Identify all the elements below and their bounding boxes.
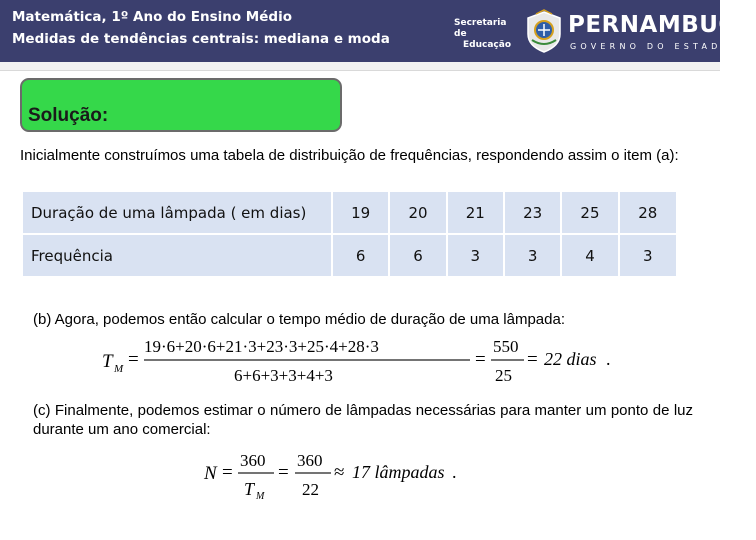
svg-text:=: = <box>527 349 538 370</box>
secretaria-label <box>454 18 518 51</box>
formula-tm-symbol: T <box>102 351 113 372</box>
formula-mean-denominator: 6+6+3+3+4+3 <box>234 366 333 385</box>
lamps-formula <box>200 450 470 504</box>
svg-text:=: = <box>222 462 233 483</box>
formula-lamps-num1: 360 <box>240 451 266 470</box>
formula-lamps-den2: 22 <box>302 480 319 499</box>
svg-text:=: = <box>128 349 139 370</box>
formula-lamps-den1-sub: M <box>256 491 265 502</box>
solution-label: Solução: <box>28 105 109 126</box>
table-cell: 6 <box>389 234 446 276</box>
formula-lamps-num2: 360 <box>297 451 323 470</box>
mean-duration-formula <box>98 334 618 390</box>
table-cell: 6 <box>332 234 389 276</box>
formula-mean-den2: 25 <box>495 366 512 385</box>
header-underline <box>0 62 720 71</box>
brand-subtitle: GOVERNO DO ESTADO <box>570 42 732 51</box>
table-cell: 23 <box>504 192 561 234</box>
formula-mean-num2: 550 <box>493 337 519 356</box>
row-header-frequency: Frequência <box>23 234 332 276</box>
svg-text:=: = <box>475 349 486 370</box>
formula-n-symbol: N <box>204 463 217 484</box>
formula-mean-numerator: 19·6+20·6+21·3+23·3+25·4+28·3 <box>144 337 379 356</box>
frequency-table <box>23 192 676 276</box>
table-cell: 21 <box>447 192 504 234</box>
solution-box <box>20 78 342 132</box>
secretaria-line1: Secretaria de <box>454 18 507 39</box>
table-row-durations <box>23 192 676 234</box>
table-cell: 4 <box>561 234 618 276</box>
formula-tm-subscript: M <box>114 363 124 375</box>
svg-text:≈: ≈ <box>334 462 345 483</box>
table-cell: 20 <box>389 192 446 234</box>
table-cell: 3 <box>447 234 504 276</box>
slide-title-line1: Matemática, 1º Ano do Ensino Médio <box>12 9 292 25</box>
formula-lamps-den1: T <box>244 479 255 499</box>
intro-paragraph: Inicialmente construímos uma tabela de distribuição de frequências, respondendo assim o item (a): <box>20 147 679 164</box>
part-b-paragraph: (b) Agora, podemos então calcular o tempo médio de duração de uma lâmpada: <box>33 311 565 328</box>
table-row-frequencies <box>23 234 676 276</box>
formula-mean-result: 22 dias <box>544 349 597 369</box>
formula-lamps-result: 17 lâmpadas <box>352 462 445 482</box>
table-cell: 3 <box>504 234 561 276</box>
svg-text:=: = <box>278 462 289 483</box>
formula-mean-period: . <box>606 349 611 369</box>
header-bar <box>0 0 756 62</box>
table-cell: 25 <box>561 192 618 234</box>
pernambuco-seal-icon <box>524 10 564 54</box>
formula-lamps-period: . <box>452 462 457 482</box>
part-c-paragraph: (c) Finalmente, podemos estimar o número de lâmpadas necessárias para manter um ponto de luz durante um ano comercial: <box>33 402 693 438</box>
slide-title-line2: Medidas de tendências centrais: mediana e moda <box>12 31 390 47</box>
brand-name: PERNAMBUCO <box>568 12 756 38</box>
table-cell: 3 <box>643 246 653 265</box>
table-cell: 19 <box>332 192 389 234</box>
secretaria-line2: Educação <box>463 40 511 50</box>
row-header-duration: Duração de uma lâmpada ( em dias) <box>23 192 332 234</box>
table-cell: 28 <box>619 192 676 234</box>
